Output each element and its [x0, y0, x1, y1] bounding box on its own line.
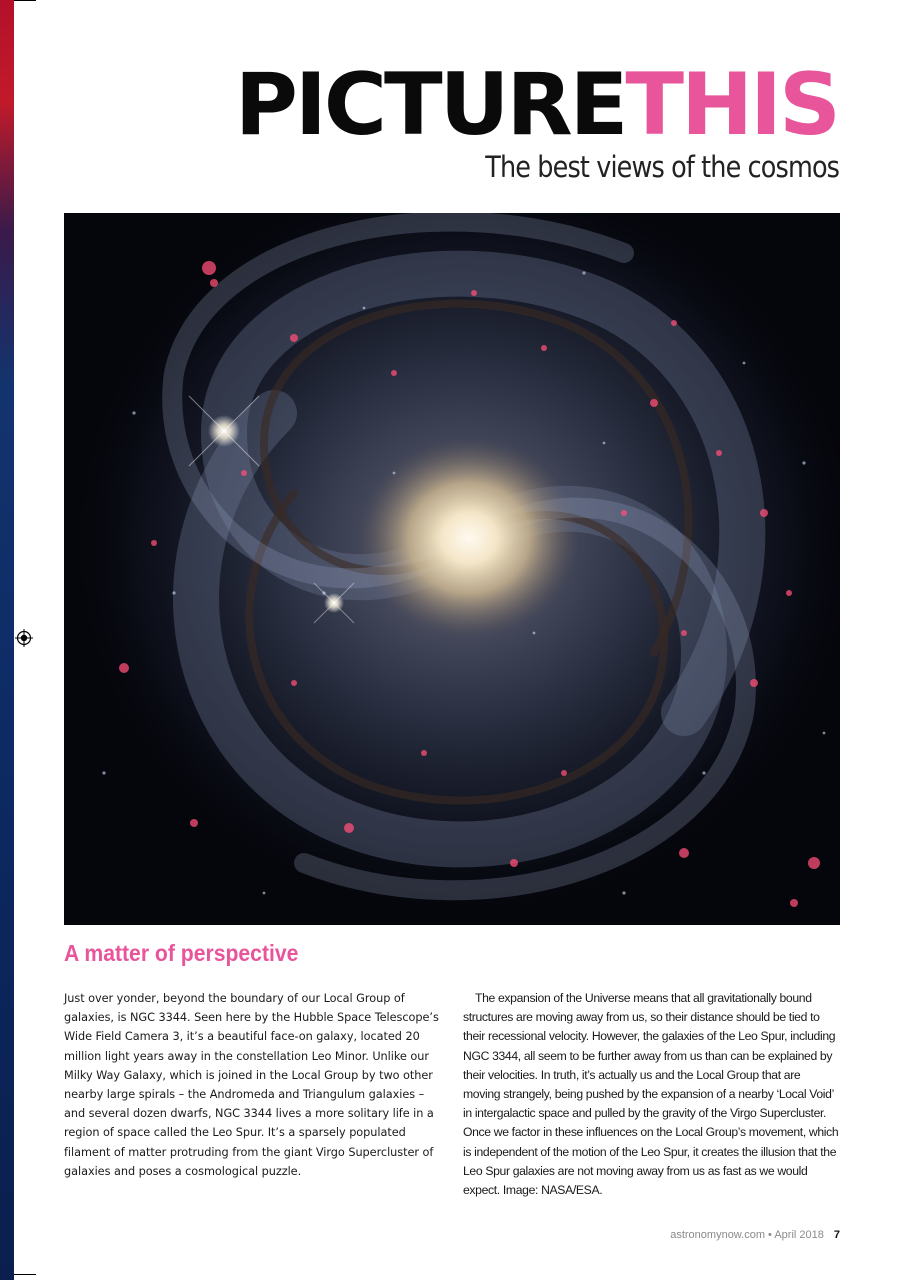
galaxy-photo — [64, 213, 840, 925]
page-title — [234, 55, 838, 155]
crop-mark-bottom — [14, 1274, 36, 1275]
previous-page-bleed — [0, 0, 14, 1280]
article-paragraph-1: Just over yonder, beyond the boundary of our Local Group of galaxies, is NGC 3344. Seen here by the Hubble Space Telescope’s Wide Field Camera 3, it’s a beautiful face-on galaxy, located 20 million light years away in the constellation Leo Minor. Unlike our Milky Way Galaxy, which is joined in the Local Group by two other nearby large spirals – the Andromeda and Triangulum galaxies – and several dozen dwarfs, NGC 3344 lives a more solitary life in a region of space called the Leo Spur. It’s a sparsely populated filament of matter protruding from the giant Virgo Supercluster of galaxies and poses a cosmological puzzle. — [64, 992, 439, 1178]
page-number: 7 — [833, 1229, 840, 1241]
article-column-2 — [463, 989, 839, 1200]
title-part-this: THIS — [625, 55, 838, 155]
page-footer — [670, 1229, 840, 1241]
article-headline: A matter of perspective — [64, 940, 299, 966]
article-column-1 — [64, 989, 440, 1181]
registration-mark-icon — [15, 629, 33, 647]
crop-mark-top — [14, 0, 36, 1]
page-subtitle: The best views of the cosmos — [485, 150, 839, 184]
title-part-picture: PICTURE — [234, 55, 626, 155]
footer-site-date: astronomynow.com • April 2018 — [670, 1229, 824, 1241]
article-paragraph-2: The expansion of the Universe means that all gravitationally bound structures are moving away from us, so their distance should be tied to their recessional velocity. However, the galaxies of the Leo Spur, including NGC 3344, all seem to be further away from us than can be explained by their velocities. In truth, it’s actually us and the Local Group that are moving strangely, being pushed by the expansion of a nearby ‘Local Void’ in intergalactic space and pulled by the gravity of the Virgo Supercluster. Once we factor in these influences on the Local Group’s movement, which is independent of the motion of the Leo Spur, it creates the illusion that the Leo Spur galaxies are not moving away from us as fast as we would expect. Image: NASA/ESA. — [463, 991, 839, 1198]
